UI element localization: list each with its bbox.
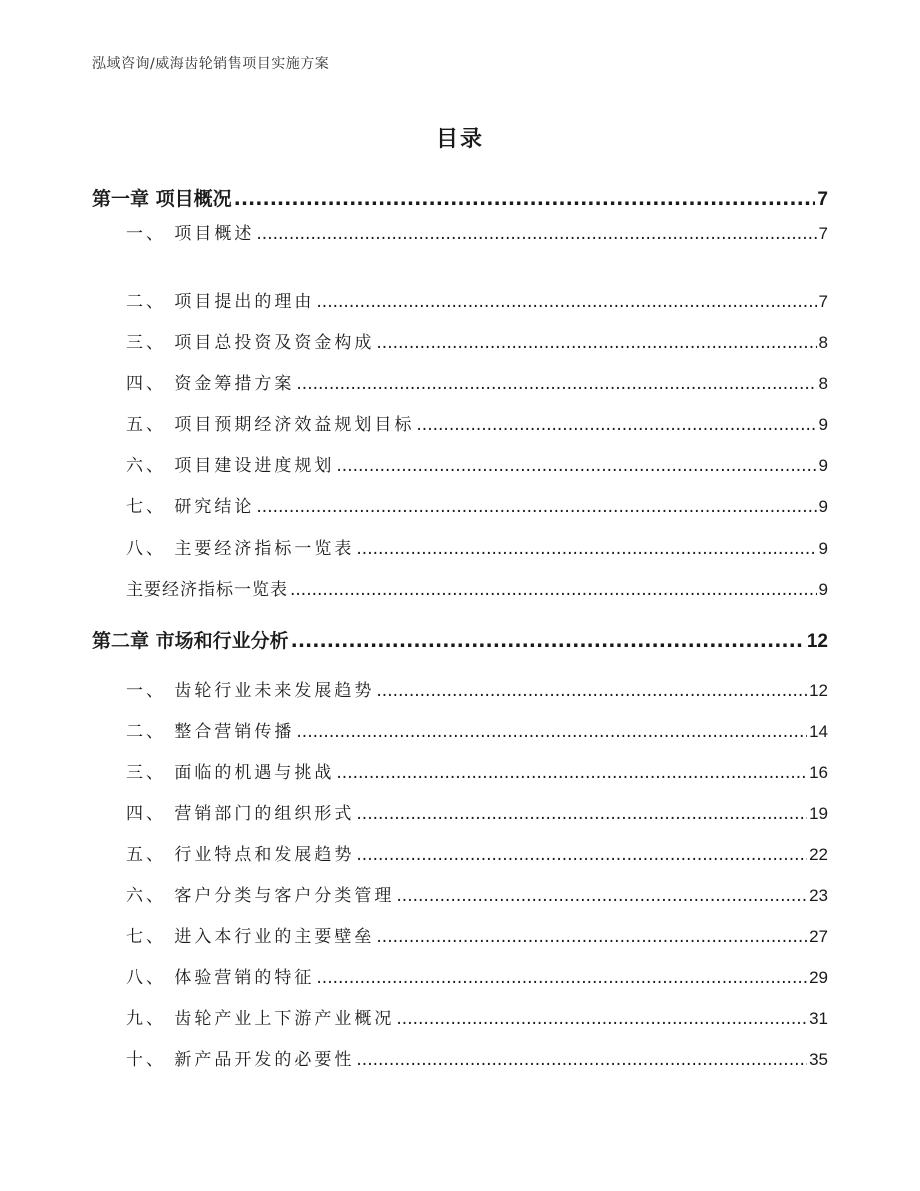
toc-chapter-label: 第一章 项目概况 [92, 188, 232, 210]
toc-section-2-1[interactable] [126, 676, 828, 701]
toc-section-1-3[interactable] [126, 328, 828, 353]
toc-page-number: 31 [809, 1009, 828, 1028]
dot-leader [234, 188, 816, 210]
toc-page-number: 14 [809, 722, 828, 741]
dot-leader [416, 415, 816, 435]
dot-leader [336, 456, 816, 476]
toc-section-label: 七、 研究结论 [126, 497, 255, 517]
dot-leader [316, 292, 816, 312]
dot-leader [296, 374, 816, 394]
toc-page-number: 9 [818, 456, 828, 475]
toc-section-2-4[interactable] [126, 799, 828, 824]
toc-section-1-1[interactable] [126, 219, 828, 244]
toc-section-2-7[interactable] [126, 922, 828, 947]
dot-leader [290, 580, 817, 600]
toc-page-number: 8 [818, 374, 828, 393]
toc-page-number: 9 [818, 539, 828, 558]
toc-section-label: 十、 新产品开发的必要性 [126, 1050, 355, 1070]
toc-page-number: 16 [809, 763, 828, 782]
toc-section-1-8[interactable] [126, 534, 828, 559]
toc-section-2-10[interactable] [126, 1045, 828, 1070]
toc-section-label: 主要经济指标一览表 [126, 580, 288, 600]
toc-page-number: 29 [809, 968, 828, 987]
toc-section-1-7[interactable] [126, 492, 828, 517]
toc-section-2-3[interactable] [126, 758, 828, 783]
toc-section-label: 四、 资金筹措方案 [126, 374, 295, 394]
toc-section-label: 六、 项目建设进度规划 [126, 456, 335, 476]
toc-section-label: 五、 行业特点和发展趋势 [126, 845, 355, 865]
toc-page-number: 23 [809, 886, 828, 905]
toc-section-1-5[interactable] [126, 410, 828, 435]
toc-section-label: 四、 营销部门的组织形式 [126, 804, 355, 824]
toc-section-2-9[interactable] [126, 1004, 828, 1029]
toc-section-label: 一、 齿轮行业未来发展趋势 [126, 681, 375, 701]
dot-leader [376, 333, 816, 353]
dot-leader [356, 539, 816, 559]
toc-page-number: 7 [818, 292, 828, 311]
toc-page-number: 35 [809, 1050, 828, 1069]
toc-page-number: 27 [809, 927, 828, 946]
toc-section-label: 五、 项目预期经济效益规划目标 [126, 415, 415, 435]
toc-page-number: 9 [818, 415, 828, 434]
toc-section-label: 二、 整合营销传播 [126, 722, 295, 742]
toc-page-number: 12 [806, 631, 828, 652]
toc-section-1-4[interactable] [126, 369, 828, 394]
toc-page-number: 22 [809, 845, 828, 864]
dot-leader [256, 224, 816, 244]
toc-section-label: 八、 主要经济指标一览表 [126, 539, 355, 559]
toc-page-number: 19 [809, 804, 828, 823]
toc-section-label: 三、 项目总投资及资金构成 [126, 333, 375, 353]
toc-section-2-2[interactable] [126, 717, 828, 742]
dot-leader [256, 497, 816, 517]
dot-leader [336, 763, 807, 783]
toc-title: 目录 [435, 127, 484, 152]
toc-page-number: 9 [818, 497, 828, 516]
toc-section-label: 一、 项目概述 [126, 224, 255, 244]
toc-section-2-5[interactable] [126, 840, 828, 865]
dot-leader [376, 927, 807, 947]
toc-section-1-6[interactable] [126, 451, 828, 476]
toc-section-label: 六、 客户分类与客户分类管理 [126, 886, 395, 906]
dot-leader [396, 886, 807, 906]
dot-leader [356, 1050, 807, 1070]
dot-leader [291, 630, 805, 652]
toc-section-label: 八、 体验营销的特征 [126, 968, 315, 988]
dot-leader [316, 968, 807, 988]
toc-chapter-label: 第二章 市场和行业分析 [92, 630, 289, 652]
toc-section-label: 二、 项目提出的理由 [126, 292, 315, 312]
toc-chapter-1[interactable] [92, 184, 828, 211]
toc-page-number: 7 [817, 189, 828, 210]
page-header: 泓域咨询/威海齿轮销售项目实施方案 [92, 56, 330, 72]
dot-leader [296, 722, 807, 742]
dot-leader [376, 681, 807, 701]
toc-page-number: 7 [818, 224, 828, 243]
toc-section-2-6[interactable] [126, 881, 828, 906]
toc-section-label: 三、 面临的机遇与挑战 [126, 763, 335, 783]
toc-page-number: 9 [818, 580, 828, 599]
toc-page-number: 8 [818, 333, 828, 352]
dot-leader [396, 1009, 807, 1029]
toc-section-1-9[interactable] [126, 575, 828, 600]
toc-section-1-2[interactable] [126, 287, 828, 312]
dot-leader [356, 804, 807, 824]
dot-leader [356, 845, 807, 865]
toc-chapter-2[interactable] [92, 626, 828, 653]
toc-section-2-8[interactable] [126, 963, 828, 988]
toc-page-number: 12 [809, 681, 828, 700]
toc-section-label: 九、 齿轮产业上下游产业概况 [126, 1009, 395, 1029]
toc-section-label: 七、 进入本行业的主要壁垒 [126, 927, 375, 947]
